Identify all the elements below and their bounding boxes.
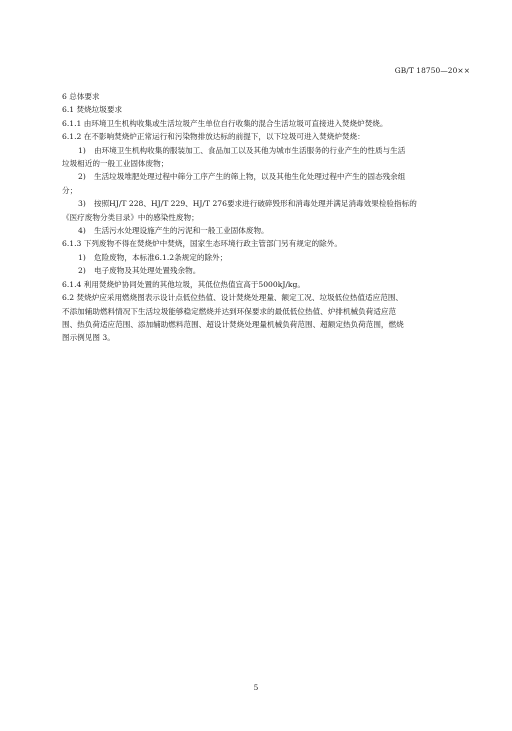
list-item-text: 生活污水处理设施产生的污泥和一般工业固体废物。 [94,226,269,236]
list-item [62,224,454,237]
page-number: 5 [253,683,259,692]
list-item [62,170,454,183]
document-body [62,90,454,345]
paragraph-6-2-line-2: 不添加辅助燃料情况下生活垃圾能够稳定燃烧并达到环保要求的最低低位热值、炉排机械负荷适应范 [62,306,397,316]
list-item-text: 危险废物，本标准6.1.2条规定的除外； [94,252,228,262]
paragraph-6-2-line-3: 围、热负荷适应范围、添加辅助燃料范围、超设计焚烧处理量机械负荷范围、超额定热负荷范围，燃烧 [62,319,404,329]
list-item-number: 1) [78,252,86,262]
list-item [62,251,454,264]
list-item-number: 1) [78,145,86,155]
paragraph-6-2-line-1: 6.2 焚烧炉应采用燃烧图表示设计点低位热值、设计焚烧处理量、额定工况、垃圾低位热值适应范围、 [62,293,404,303]
list-item-text: 由环境卫生机构收集的服装加工、食品加工以及其他为城市生活服务的行业产生的性质与生活 [94,145,406,155]
list-item-number: 3) [78,199,86,209]
list-item-continuation: 《医疗废物分类目录》中的感染性废物； [62,212,199,222]
paragraph-6-2-line-4: 图示例见图 3。 [62,333,115,343]
paragraph-6-1-1: 6.1.1 由环境卫生机构收集或生活垃圾产生单位自行收集的混合生活垃圾可直接进入焚烧炉焚烧。 [62,118,388,128]
paragraph-6-1: 6.1 焚烧垃圾要求 [62,105,123,115]
list-item [62,197,454,210]
list-item [62,144,454,157]
list-item-continuation: 分； [62,185,78,195]
section-title: 6 总体要求 [62,92,100,101]
list-item-text: 生活垃圾堆肥处理过程中筛分工序产生的筛上物，以及其他生化处理过程中产生的固态残余组 [94,172,406,182]
list-item-text: 按照HJ/T 228、HJ/T 229、HJ/T 276要求进行破碎毁形和消毒处理并满足消毒效果检验指标的 [94,199,417,209]
paragraph-6-1-2: 6.1.2 在不影响焚烧炉正常运行和污染物排放达标的前提下，以下垃圾可进入焚烧炉焚烧： [62,132,365,142]
list-item-number: 2) [78,266,86,276]
list-item-number: 4) [78,226,86,236]
list-item-text: 电子废物及其处理处置残余物。 [94,266,201,276]
list-item [62,264,454,277]
paragraph-6-1-3: 6.1.3 下列废物不得在焚烧炉中焚烧，国家生态环境行政主管部门另有规定的除外。 [62,239,342,249]
document-code: GB/T 18750—20×× [394,66,470,75]
list-item-continuation: 垃圾相近的一般工业固体废物； [62,159,169,169]
paragraph-6-1-4: 6.1.4 利用焚烧炉协同处置的其他垃圾，其低位热值宜高于5000kJ/kg。 [62,279,305,289]
list-item-number: 2) [78,172,86,182]
